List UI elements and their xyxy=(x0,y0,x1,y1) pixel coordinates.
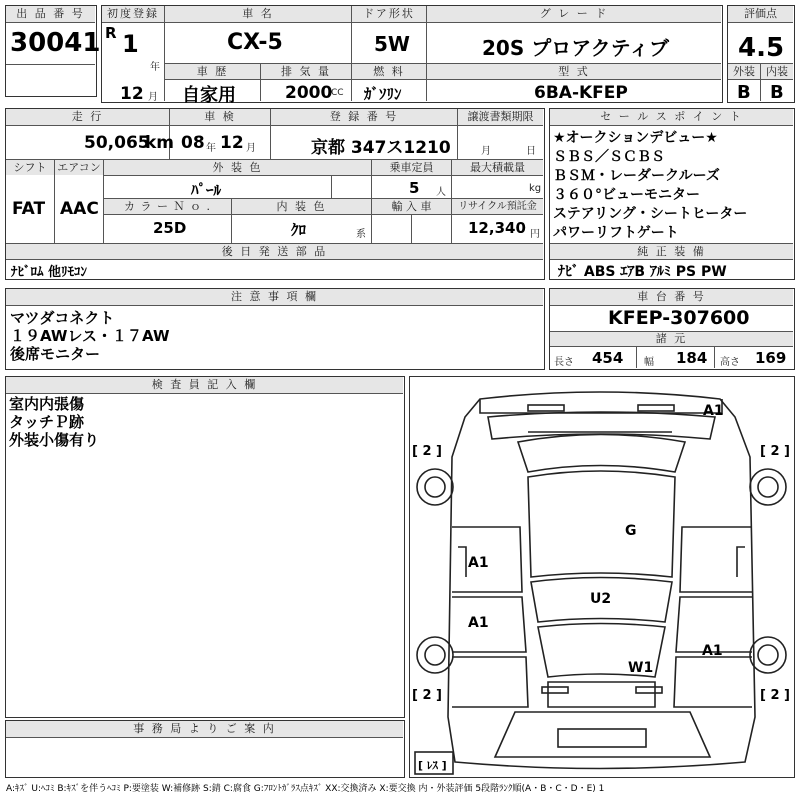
max-load-unit: kg xyxy=(529,183,542,194)
inspector-line: 外装小傷有り xyxy=(9,431,100,449)
history: 自家用 xyxy=(182,85,236,106)
sales-point: ＢＳＭ・レーダークルーズ xyxy=(553,168,720,184)
int-color-label: 内 装 色 xyxy=(232,199,371,214)
car-diagram xyxy=(410,377,793,776)
transfer-label: 譲渡書類期限 xyxy=(458,109,543,125)
lot-number-label: 出 品 番 号 xyxy=(6,6,95,22)
ext-score: B xyxy=(737,82,751,103)
ext-color: ﾊﾟｰﾙ xyxy=(191,181,222,199)
mark-top-right: A1 xyxy=(703,403,724,419)
mark-left-rear-door: A1 xyxy=(468,615,489,631)
recycle-unit: 円 xyxy=(530,229,540,240)
tire-front-left: [ 2 ] xyxy=(412,444,442,459)
sales-point: ステアリング・シートヒーター xyxy=(553,206,748,222)
first-reg-label: 初度登録 xyxy=(102,6,164,22)
note-line: １９AWレス・１７AW xyxy=(10,327,170,345)
car-name: CX-5 xyxy=(227,30,283,55)
recycle-fee: 12,340 xyxy=(468,219,526,237)
width-label: 幅 xyxy=(644,357,654,368)
inspector-notes xyxy=(9,395,99,449)
era-label: R xyxy=(105,24,117,42)
note-line: 後席モニター xyxy=(10,345,101,363)
tire-front-right: [ 2 ] xyxy=(760,444,790,459)
grade-label: グ レ ー ド xyxy=(427,6,721,22)
sales-points-list xyxy=(553,129,747,243)
inspector-line: 室内内張傷 xyxy=(9,395,85,413)
chassis-label: 車 台 番 号 xyxy=(550,289,793,305)
sales-points-label: セ ー ル ス ポ イ ン ト xyxy=(550,109,793,125)
reg-month: 12 xyxy=(120,84,144,104)
score: 4.5 xyxy=(738,33,785,63)
inspector-box xyxy=(5,376,405,718)
int-score: B xyxy=(770,82,784,103)
aircon-label: エアコン xyxy=(55,160,103,175)
car-diagram-box xyxy=(409,376,795,778)
score-box xyxy=(727,5,795,103)
sales-points-box xyxy=(549,108,795,280)
later-parts-label: 後 日 発 送 部 品 xyxy=(6,244,543,259)
int-score-label: 内装 xyxy=(761,64,793,79)
length-label: 長さ xyxy=(554,357,574,368)
recycle-label: リサイクル預託金 xyxy=(452,199,543,214)
color-no-label: カ ラ ー Ｎ ｏ . xyxy=(104,199,231,214)
car-name-label: 車 名 xyxy=(165,6,351,22)
legend: A:ｷｽﾞ U:ﾍｺﾐ B:ｷｽﾞを伴うﾍｺﾐ P:要塗装 W:補修跡 S:錆 C:腐食 G:ﾌﾛﾝﾄｶﾞﾗｽ点ｷｽﾞ XX:交換済み X:要交換 内・外装評価 5段階ﾗﾝｸ順(A・B・C・D・E) 1 xyxy=(6,784,605,794)
transfer-day-unit: 日 xyxy=(526,146,536,157)
door-type: 5W xyxy=(374,32,410,56)
door-label: ドア形状 xyxy=(352,6,426,22)
grade: 20S プロアクティブ xyxy=(482,36,669,60)
dims-label: 諸 元 xyxy=(550,332,793,346)
reg-number-label: 登 録 番 号 xyxy=(271,109,457,125)
width: 184 xyxy=(676,349,708,367)
mileage: 50,065 xyxy=(84,133,150,153)
notes-list xyxy=(10,309,170,363)
int-color-suffix: 系 xyxy=(356,229,366,240)
height-label: 高さ xyxy=(720,357,740,368)
lot-number: 30041 xyxy=(10,28,101,58)
import-label: 輸 入 車 xyxy=(372,199,451,214)
ext-score-label: 外装 xyxy=(728,64,760,79)
lot-number-box xyxy=(5,5,101,97)
inspection-month: 12 xyxy=(220,133,244,153)
reg-number: 京都 347ス1210 xyxy=(311,138,451,158)
fuel: ｶﾞｿﾘﾝ xyxy=(364,85,402,103)
sales-point: ３６０°ビューモニター xyxy=(553,187,700,203)
equipment-label: 純 正 装 備 xyxy=(550,244,793,259)
length: 454 xyxy=(592,349,624,367)
transfer-month-unit: 月 xyxy=(481,146,491,157)
int-color: ｸﾛ xyxy=(291,221,307,239)
mark-roof: G xyxy=(625,523,637,539)
inspector-label: 検 査 員 記 入 欄 xyxy=(6,377,403,393)
sales-point: ＳＢＳ／ＳＣＢＳ xyxy=(553,149,665,165)
equipment: ﾅﾋﾞ ABS ｴｱB ｱﾙﾐ PS PW xyxy=(558,264,727,280)
notes-label: 注 意 事 項 欄 xyxy=(6,289,543,305)
inspection-year-unit: 年 xyxy=(206,143,216,154)
aircon: AAC xyxy=(60,199,99,219)
mileage-unit: km xyxy=(145,133,175,153)
height: 169 xyxy=(755,349,787,367)
mileage-label: 走 行 xyxy=(6,109,169,125)
tire-rear-left: [ 2 ] xyxy=(412,688,442,703)
inspection-label: 車 検 xyxy=(170,109,270,125)
model-code: 6BA-KFEP xyxy=(534,83,628,103)
spare-tire: [ ﾚｽ ] xyxy=(418,759,447,772)
inspection-month-unit: 月 xyxy=(246,143,256,154)
score-label: 評価点 xyxy=(728,6,793,22)
mark-rear: W1 xyxy=(628,660,654,676)
office-box xyxy=(5,720,405,778)
inspector-line: タッチＰ跡 xyxy=(9,413,85,431)
mark-left-front-door: A1 xyxy=(468,555,489,571)
max-load-label: 最大積載量 xyxy=(452,160,543,175)
ext-color-label: 外 装 色 xyxy=(104,160,371,175)
fuel-label: 燃 料 xyxy=(352,64,426,79)
chassis-box xyxy=(549,288,795,370)
note-line: マツダコネクト xyxy=(10,309,115,327)
details-box xyxy=(5,108,545,280)
chassis-number: KFEP-307600 xyxy=(608,307,750,329)
month-unit: 月 xyxy=(148,92,158,103)
year-unit: 年 xyxy=(150,62,160,73)
capacity-label: 乗車定員 xyxy=(372,160,451,175)
displacement: 2000 xyxy=(285,83,333,103)
inspection-year: 08 xyxy=(181,133,205,153)
mark-center: U2 xyxy=(590,591,612,607)
sales-point: パワーリフトゲート xyxy=(553,225,679,241)
capacity-unit: 人 xyxy=(436,187,446,198)
cc-unit: CC xyxy=(331,88,344,98)
mark-right-rear: A1 xyxy=(702,643,723,659)
model-code-label: 型 式 xyxy=(427,64,721,79)
sales-point: ★オークションデビュー★ xyxy=(553,130,718,146)
shift: FAT xyxy=(12,199,46,219)
later-parts: ﾅﾋﾞﾛﾑ 他ﾘﾓｺﾝ xyxy=(11,265,88,280)
capacity: 5 xyxy=(409,179,420,197)
history-label: 車 歴 xyxy=(165,64,260,79)
first-reg-year: 1 xyxy=(122,30,139,58)
displacement-label: 排 気 量 xyxy=(261,64,351,79)
color-no: 25D xyxy=(153,219,187,237)
office-label: 事 務 局 よ り ご 案 内 xyxy=(6,721,403,737)
shift-label: シフト xyxy=(6,160,54,175)
vehicle-info-box xyxy=(101,5,723,106)
notes-box xyxy=(5,288,545,370)
tire-rear-right: [ 2 ] xyxy=(760,688,790,703)
